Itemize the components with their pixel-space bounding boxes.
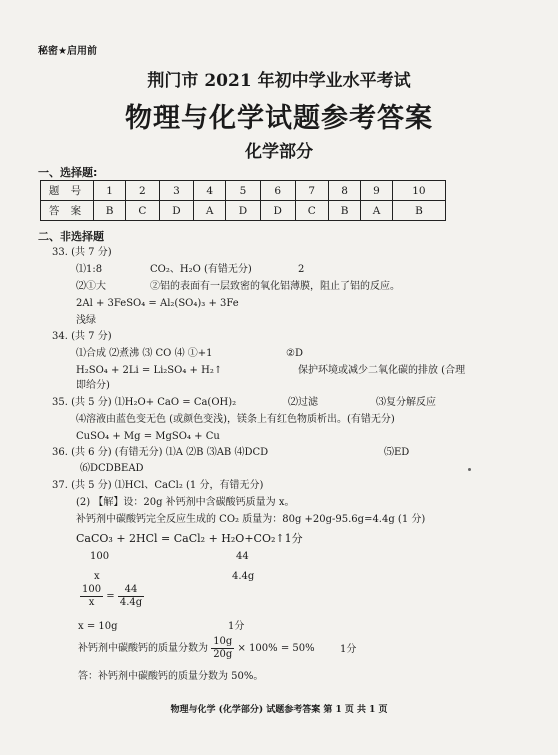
q34-equation: H₂SO₄ + 2Li = Li₂SO₄ + H₂↑	[76, 365, 223, 376]
q34-line3: 即给分)	[76, 380, 110, 391]
q37-mass-fraction	[78, 636, 315, 661]
scan-speck	[468, 468, 471, 471]
row-label-number: 题 号	[41, 181, 94, 201]
q35-line1-b: ⑵过滤	[288, 397, 318, 408]
section-2-title: 二、非选择题	[38, 230, 104, 243]
answer-row	[41, 201, 446, 221]
q37-ratio-4-4g: 4.4g	[232, 571, 255, 582]
proportion-left	[80, 584, 103, 609]
answer-cell: B	[392, 201, 445, 221]
q33-equation: 2Al + 3FeSO₄ = Al₂(SO₄)₃ + 3Fe	[76, 298, 239, 309]
q35-header: 35. (共 5 分) ⑴H₂O+ CaO = Ca(OH)₂	[52, 397, 237, 408]
question-number: 5	[226, 181, 261, 201]
question-number: 3	[159, 181, 194, 201]
q36-header: 36. (共 6 分) (有错无分) ⑴A ⑵B ⑶AB ⑷DCD	[52, 447, 269, 458]
mass-fraction-num: 10g	[213, 636, 233, 647]
q37-ratio-44: 44	[236, 551, 249, 562]
confidential-mark: 秘密★启用前	[38, 46, 97, 57]
main-title: 物理与化学试题参考答案	[125, 103, 433, 134]
q35-equation: CuSO₄ + Mg = MgSO₄ + Cu	[76, 431, 220, 442]
q33-line2-b: ②铝的表面有一层致密的氧化铝薄膜，阻止了铝的反应。	[150, 281, 400, 292]
section-1-title: 一、选择题:	[38, 166, 98, 179]
q37-equation: CaCO₃ + 2HCl = CaCl₂ + H₂O+CO₂↑1分	[76, 532, 303, 545]
answer-cell: D	[159, 201, 194, 221]
q37-x-result: x = 10g	[78, 621, 118, 632]
question-number: 1	[94, 181, 126, 201]
q34-line1: ⑴合成 ⑵煮沸 ⑶ CO ⑷ ①+1	[76, 348, 213, 359]
page-footer: 物理与化学 (化学部分) 试题参考答案 第 1 页 共 1 页	[170, 705, 388, 715]
answer-cell: B	[328, 201, 360, 221]
answer-cell: A	[361, 201, 393, 221]
question-number: 6	[260, 181, 295, 201]
q33-line1-c: 2	[298, 264, 305, 275]
question-number: 8	[328, 181, 360, 201]
q37-x-score: 1分	[228, 621, 245, 632]
section-subtitle: 化学部分	[245, 142, 313, 162]
question-number: 10	[392, 181, 445, 201]
q33-header: 33. (共 7 分)	[52, 247, 112, 258]
q37-final-answer: 答：补钙剂中碳酸钙的质量分数为 50%。	[78, 671, 264, 682]
answer-cell: D	[260, 201, 295, 221]
mass-fraction-label: 补钙剂中碳酸钙的质量分数为	[78, 643, 208, 654]
mass-fraction-result: × 100% = 50%	[237, 643, 315, 654]
q33-color: 浅绿	[76, 315, 96, 326]
answer-table	[40, 180, 446, 221]
q37-solution-intro: (2) 【解】设：20g 补钙剂中含碳酸钙质量为 x。	[76, 497, 295, 508]
q36-line1-b: ⑸ED	[384, 447, 410, 458]
q37-header: 37. (共 5 分) ⑴HCl、CaCl₂ (1 分，有错无分)	[52, 480, 264, 491]
question-number: 7	[295, 181, 328, 201]
answer-cell: A	[194, 201, 226, 221]
question-number: 4	[194, 181, 226, 201]
q35-line2: ⑷溶液由蓝色变无色 (或颜色变浅)，镁条上有红色物质析出。(有错无分)	[76, 414, 395, 425]
answer-cell: C	[126, 201, 159, 221]
q34-line2-b: 保护环境或减少二氧化碳的排放 (合理	[298, 365, 466, 376]
q34-line1-b: ②D	[286, 348, 303, 359]
proportion-left-num: 100	[82, 584, 102, 595]
question-number-row	[41, 181, 446, 201]
q37-ratio-x: x	[94, 571, 100, 582]
question-number: 2	[126, 181, 159, 201]
q34-header: 34. (共 7 分)	[52, 331, 112, 342]
proportion-left-den: x	[88, 597, 95, 608]
proportion-right	[118, 584, 144, 609]
answer-cell: B	[94, 201, 126, 221]
q33-line1-b: CO₂、H₂O (有错无分)	[150, 264, 252, 275]
proportion-equals: =	[106, 591, 115, 602]
answer-cell: C	[295, 201, 328, 221]
exam-title: 荆门市 2021 年初中学业水平考试	[147, 71, 411, 91]
proportion-right-den: 4.4g	[119, 597, 143, 608]
q36-line2: ⑹DCDBEAD	[80, 463, 144, 474]
mass-fraction-den: 20g	[213, 649, 233, 660]
q35-line1-c: ⑶复分解反应	[376, 397, 436, 408]
q33-line2: ⑵①大	[76, 281, 106, 292]
q37-co2-mass: 补钙剂中碳酸钙完全反应生成的 CO₂ 质量为：80g +20g-95.6g=4.4g (1 分)	[76, 514, 426, 525]
answer-cell: D	[226, 201, 261, 221]
mass-fraction	[211, 636, 234, 661]
q33-line1: ⑴1:8	[76, 264, 103, 275]
question-number: 9	[361, 181, 393, 201]
q37-proportion	[80, 584, 144, 609]
q37-mass-score: 1分	[340, 644, 357, 655]
row-label-answer: 答 案	[41, 201, 94, 221]
proportion-right-num: 44	[118, 584, 144, 597]
q37-ratio-100: 100	[90, 551, 110, 562]
